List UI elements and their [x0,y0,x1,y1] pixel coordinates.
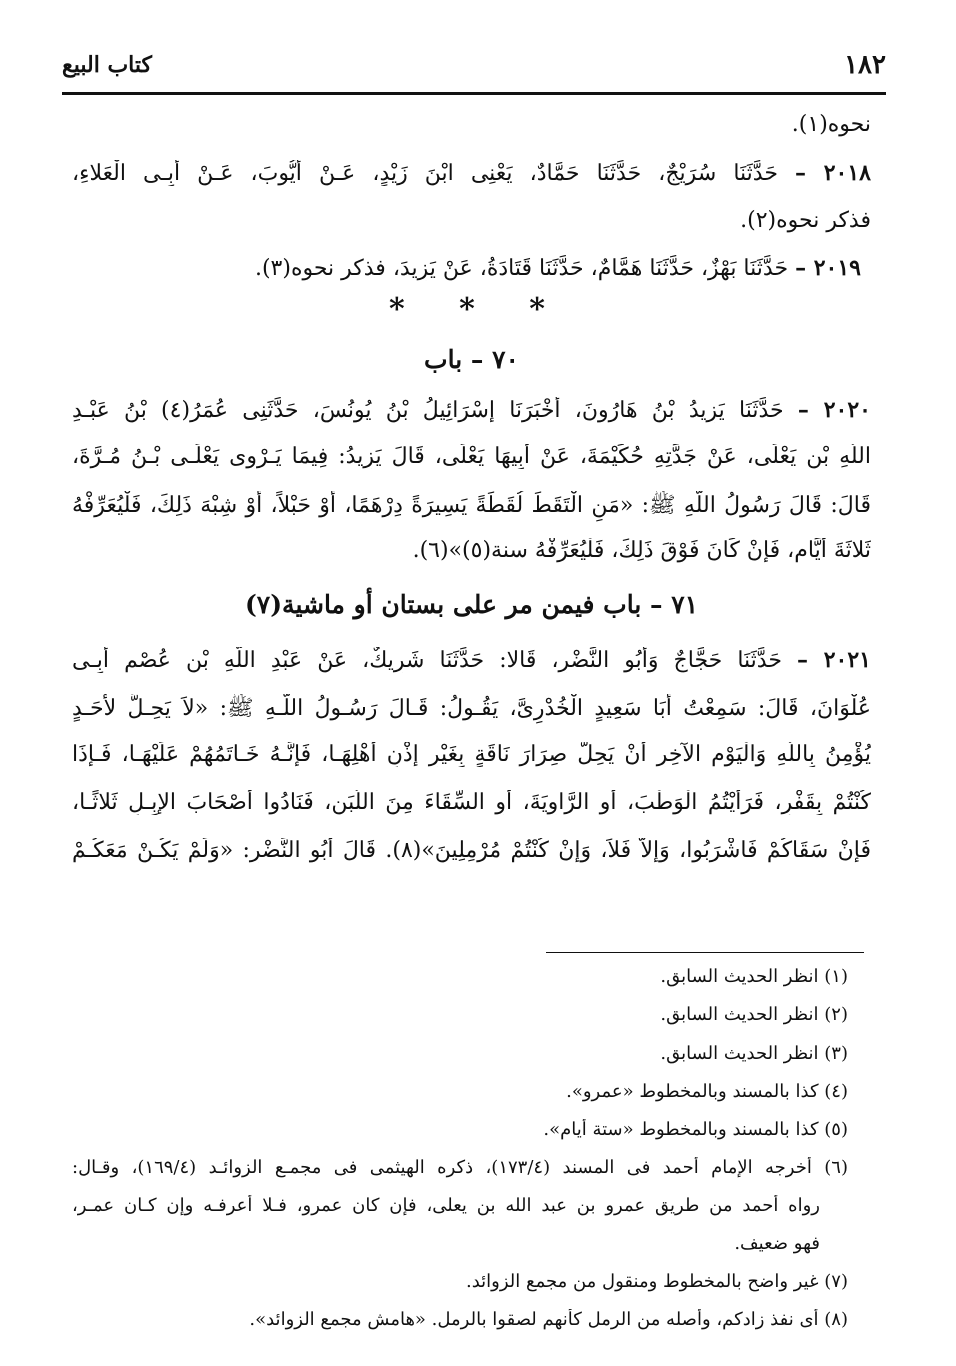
chapter-heading-70: ٧٠ – باب [424,345,519,374]
hadith-2018-line-2: فذكر نحوه(٢). [740,208,871,233]
hadith-2020-line-3: قَالَ: قَالَ رَسُولُ اللَّهِ ﷺ: «مَنِ الْتَقَطَ لُقَطَةً يَسِيرَةً دِرْهَمًا، أَوْ حَبْلاً، أَوْ شِبْهَ ذَلِكَ، فَلْيُعَرِّفْهُ [72,493,871,518]
chapter-heading-71: ٧١ – باب فيمن مر على بستان أو ماشية(٧) [244,590,699,619]
footnote-7: (٧) غير واضح بالمخطوط ومنقول من مجمع الزوائد. [465,1271,848,1292]
hadith-2020-line-1: ٢٠٢٠ – حَدَّثَنَا يَزِيدُ بْنُ هَارُونَ، أَخْبَرَنَا إِسْرَائِيلُ بْنُ يُونُسَ، حَدَّثَنِى عُمَرُ(٤) بْنُ عَبْـدِ [72,397,871,423]
hadith-number: ٢٠١٩ – [795,255,861,281]
hadith-2021-line-3: يُؤْمِنُ بِاللَّهِ وَالْيَوْمِ الآخِرِ أَنْ يَحِلَّ صِرَارَ نَاقَةٍ بِغَيْرِ إِذْنِ أَهْلِهَـا، فَإِنَّـهُ خَـاتَمُهُمْ عَلَيْهَـا، فَـإِذَا [72,742,871,767]
page-number: ١٨٢ [844,50,886,80]
footnote-1: (١) انظر الحديث السابق. [660,966,848,987]
footnote-4: (٤) كذا بالمسند وبالمخطوط «عمرو». [566,1081,848,1102]
footnote-6: (٦) أخرجه الإمام أحمد فى المسند (١٧٣/٤)، ذكره الهيثمى فى مجمـع الزوائـد (١٦٩/٤)، وقـال: [72,1157,848,1178]
hadith-2020-line-4: ثَلاثَةَ أَيَّامٍ، فَإِنْ كَانَ فَوْقَ ذَلِكَ، فَلْيُعَرِّفْهُ سنة(٥)»(٦). [412,538,871,563]
hadith-2018-line-1: ٢٠١٨ – حَدَّثَنَا سُرَيْجٌ، حَدَّثَنَا حَمَّادٌ، يَعْنِى ابْنَ زَيْدٍ، عَـنْ أَيُّوبَ، عَـنْ أَبِـى الْعَلاءِ، [72,160,871,186]
hadith-2020-line-2: اللَّهِ بْنِ يَعْلَى، عَنْ جَدَّتِهِ حُكَيْمَةَ، عَنْ أَبِيهَا يَعْلَى، قَالَ يَزِيدُ: فِيمَا يَـرْوِى يَعْلَـى بْـنُ مُـرَّةَ، [72,444,871,469]
book-title: كتاب البيع [62,52,152,78]
hadith-2021-line-5: فَإِنْ سَقَاكُمْ فَاشْرَبُوا، وَإِلاَّ فَلاَ، وَإِنْ كُنْتُمْ مُرْمِلِينَ»(٨). قَالَ أَبُو النَّضْرِ: «وَلَمْ يَكُـنْ مَعَكُـمْ [72,838,871,863]
hadith-number: ٢٠٢٠ – [797,397,871,423]
section-separator: * * * [389,292,567,327]
hadith-number: ٢٠٢١ – [797,647,871,673]
hadith-2021-line-1: ٢٠٢١ – حَدَّثَنَا حَجَّاجٌ وَأَبُو النَّضْرِ، قَالا: حَدَّثَنَا شَرِيكٌ، عَنْ عَبْدِ اللَّهِ بْنِ عُصْمٍ أَبِـى [72,647,871,673]
hadith-2021-line-4: كُنْتُمْ بِقَفْرٍ، فَرَأَيْتُمُ الْوَطْبَ، أَوِ الرَّاوِيَةَ، أَوِ السِّقَاءَ مِنَ اللَّبَنِ، فَنَادُوا أَصْحَابَ الإِبِـلِ ثَلاثًـا، [72,790,871,815]
footnote-rule [546,952,864,953]
footnote-3: (٣) انظر الحديث السابق. [660,1043,848,1064]
footnote-6-continued: رواه أحمد من طريق عمرو بن عبد الله بن يعلى، فإن كان عمرو، فـلا أعرفـه وإن كـان عمـر، [72,1195,820,1216]
hadith-2021-line-2: عُلْوَانَ، قَالَ: سَمِعْتُ أَبَا سَعِيدٍ الْخُدْرِىَّ، يَقُـولُ: قَـالَ رَسُـولُ اللَّـهِ ﷺ: «لاَ يَحِـلُّ لأَحَـدٍ [72,696,871,721]
footnote-5: (٥) كذا بالمسند وبالمخطوط «ستة أيام». [543,1119,848,1140]
header-rule [62,92,886,95]
running-header [62,50,886,90]
footnote-6-continued: فهو ضعيف. [734,1233,820,1254]
text-line: نحوه(١). [791,112,871,137]
hadith-2019-line-1: ٢٠١٩ – حَدَّثَنَا بَهْزٌ، حَدَّثَنَا هَمَّامٌ، حَدَّثَنَا قَتَادَةُ، عَنْ يَزِيدَ، فذكر نحوه(٣). [254,255,861,281]
footnote-2: (٢) انظر الحديث السابق. [660,1004,848,1025]
footnote-8: (٨) أى نفذ زادكم، وأصله من الرمل كأنهم لصقوا بالرمل. «هامش مجمع الزوائد». [249,1309,848,1330]
hadith-number: ٢٠١٨ – [795,160,871,186]
